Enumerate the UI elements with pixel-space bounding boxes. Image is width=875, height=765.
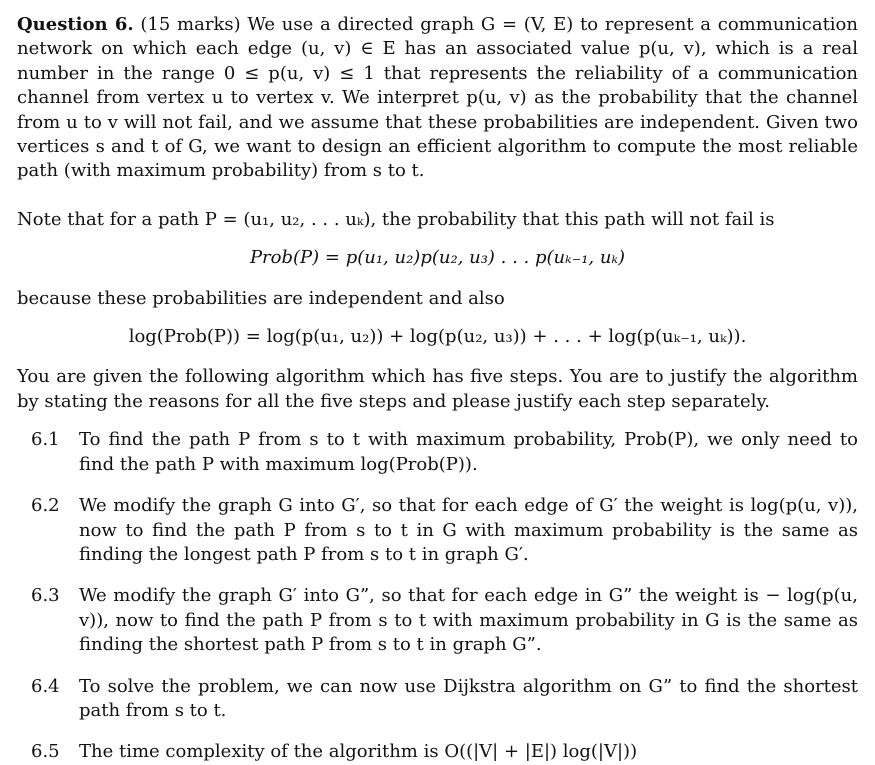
note-text: Note that for a path P = (u₁, u₂, . . . uₖ), the probability that this path will not fail is — [17, 208, 775, 230]
question-intro — [17, 13, 858, 184]
step-item — [31, 675, 858, 724]
question-label: Question 6. — [17, 14, 134, 35]
because-text: because these probabilities are independent and also — [17, 287, 505, 309]
step-text: To find the path P from s to t with maximum probability, Prob(P), we only need to find the path P with maximum log(Prob(P)). — [79, 429, 858, 475]
step-text: To solve the problem, we can now use Dijkstra algorithm on G” to find the shortest path from s to t. — [79, 675, 858, 721]
step-number: 6.5 — [31, 741, 60, 763]
step-text: We modify the graph G′ into G”, so that for each edge in G” the weight is − log(p(u, v)), now to find the path P from s to t with maximum probability in G is the same as finding the shortest path P from s to t in graph G”. — [79, 585, 858, 656]
step-item — [31, 428, 858, 477]
step-number: 6.3 — [31, 585, 60, 607]
step-item — [31, 740, 858, 764]
step-number: 6.2 — [31, 495, 60, 517]
step-text: The time complexity of the algorithm is O((|V| + |E|) log(|V|)) — [79, 741, 638, 763]
equation-log: log(Prob(P)) = log(p(u₁, u₂)) + log(p(u₂, u₃)) + . . . + log(p(uₖ₋₁, uₖ)). — [128, 326, 747, 348]
step-number: 6.1 — [31, 429, 60, 451]
step-number: 6.4 — [31, 675, 60, 697]
equation-prob: Prob(P) = p(u₁, u₂)p(u₂, u₃) . . . p(uₖ₋₁, uₖ) — [249, 247, 626, 269]
step-text: We modify the graph G into G′, so that for each edge of G′ the weight is log(p(u, v)), now to find the path P from s to t in G with maximum probability is the same as finding the longest path P from s to t in graph G′. — [79, 495, 858, 565]
instructions-text: You are given the following algorithm which has five steps. You are to justify the algorithm by stating the reasons for all the five steps and please justify each step separately. — [17, 366, 858, 412]
step-item — [31, 584, 858, 657]
step-item — [31, 494, 858, 567]
steps-list — [17, 428, 858, 764]
question-intro-text: (15 marks) We use a directed graph G = (V, E) to represent a communication network on which each edge (u, v) ∈ E has an associated value p(u, v), which is a real number in the range 0 ≤ p(u, v) ≤ 1 that represents the reliability of a communication channel from vertex u to vertex v. We interpret p(u, v) as the probability that the channel from u to v will not fail, and we assume that these probabilities are independent. Given two vertices s and t of G, we want to design an efficient algorithm to compute the most reliable path (with maximum probability) from s to t. — [17, 14, 858, 182]
